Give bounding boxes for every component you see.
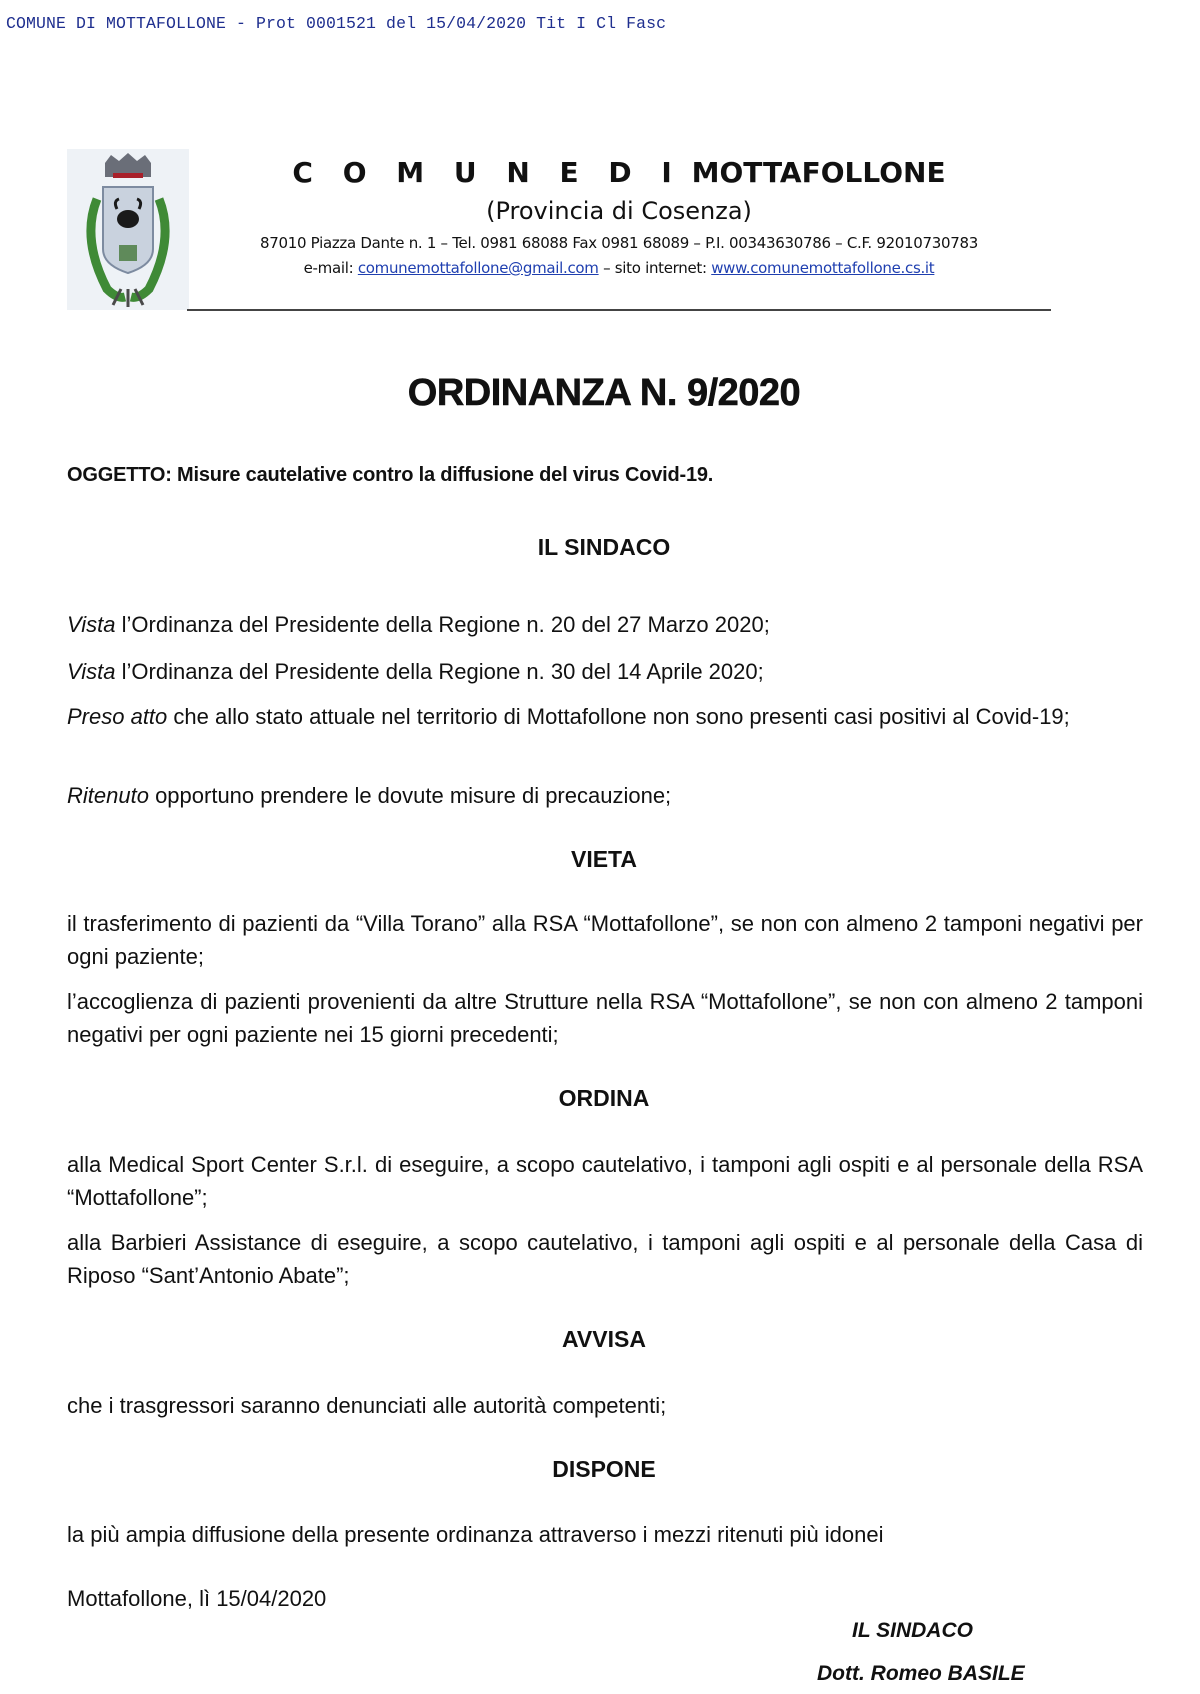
- municipality-prefix: C O M U N E D I: [292, 156, 682, 189]
- municipality-name: [187, 156, 1051, 189]
- premise: [67, 779, 671, 812]
- address-line: 87010 Piazza Dante n. 1 – Tel. 0981 68088 Fax 0981 68089 – P.I. 00343630786 – C.F. 92010730783: [260, 234, 978, 252]
- municipality-town: MOTTAFOLLONE: [691, 156, 946, 189]
- authority-heading: IL SINDACO: [537, 534, 671, 560]
- document-title: ORDINANZA N. 9/2020: [407, 372, 801, 414]
- premise: [67, 608, 770, 641]
- premise-lead: Vista: [67, 612, 116, 637]
- premise-text: opportuno prendere le dovute misure di precauzione;: [148, 783, 672, 808]
- signature-title: IL SINDACO: [852, 1619, 973, 1642]
- premise-lead: Preso atto: [67, 704, 168, 729]
- premise-text: che allo stato attuale nel territorio di Mottafollone non sono presenti casi positivi al Covid-19;: [167, 704, 1070, 729]
- section-item: alla Barbieri Assistance di eseguire, a scopo cautelativo, i tamponi agli ospiti e al personale della Casa di Riposo “Sant’Antonio Abate”;: [67, 1230, 1143, 1288]
- place-date: Mottafollone, lì 15/04/2020: [67, 1586, 327, 1611]
- section-heading-avvisa: AVVISA: [562, 1326, 646, 1352]
- premise-text: l’Ordinanza del Presidente della Regione n. 30 del 14 Aprile 2020;: [115, 659, 764, 684]
- site-label: – sito internet:: [598, 259, 712, 277]
- email-link[interactable]: comunemottafollone@gmail.com: [357, 259, 599, 277]
- email-label: e-mail:: [303, 259, 358, 277]
- contact-line: [187, 259, 1051, 277]
- protocol-stamp: COMUNE DI MOTTAFOLLONE - Prot 0001521 del 15/04/2020 Tit I Cl Fasc: [6, 14, 667, 33]
- header-divider: [187, 309, 1051, 311]
- section-heading-vieta: VIETA: [570, 846, 638, 872]
- province: (Provincia di Cosenza): [486, 197, 752, 225]
- coat-of-arms-icon: [67, 149, 189, 310]
- section-heading-dispone: DISPONE: [552, 1456, 656, 1482]
- subject-line: OGGETTO: Misure cautelative contro la diffusione del virus Covid-19.: [67, 464, 714, 486]
- premise: [67, 700, 1143, 733]
- premise: [67, 655, 764, 688]
- section-item: che i trasgressori saranno denunciati alle autorità competenti;: [67, 1393, 667, 1418]
- signature-name: Dott. Romeo BASILE: [817, 1662, 1025, 1685]
- section-item: la più ampia diffusione della presente ordinanza attraverso i mezzi ritenuti più idonei: [67, 1522, 884, 1547]
- section-item: l’accoglienza di pazienti provenienti da altre Strutture nella RSA “Mottafollone”, se non con almeno 2 tamponi negativi per ogni paziente nei 15 giorni precedenti;: [67, 989, 1143, 1047]
- website-link[interactable]: www.comunemottafollone.cs.it: [711, 259, 935, 277]
- premise-lead: Ritenuto: [67, 783, 149, 808]
- premise-lead: Vista: [67, 659, 116, 684]
- section-item: il trasferimento di pazienti da “Villa Torano” alla RSA “Mottafollone”, se non con almeno 2 tamponi negativi per ogni paziente;: [67, 911, 1143, 969]
- section-heading-ordina: ORDINA: [558, 1085, 650, 1111]
- premise-text: l’Ordinanza del Presidente della Regione n. 20 del 27 Marzo 2020;: [115, 612, 770, 637]
- section-item: alla Medical Sport Center S.r.l. di eseguire, a scopo cautelativo, i tamponi agli ospiti e al personale della RSA “Mottafollone”;: [67, 1152, 1143, 1210]
